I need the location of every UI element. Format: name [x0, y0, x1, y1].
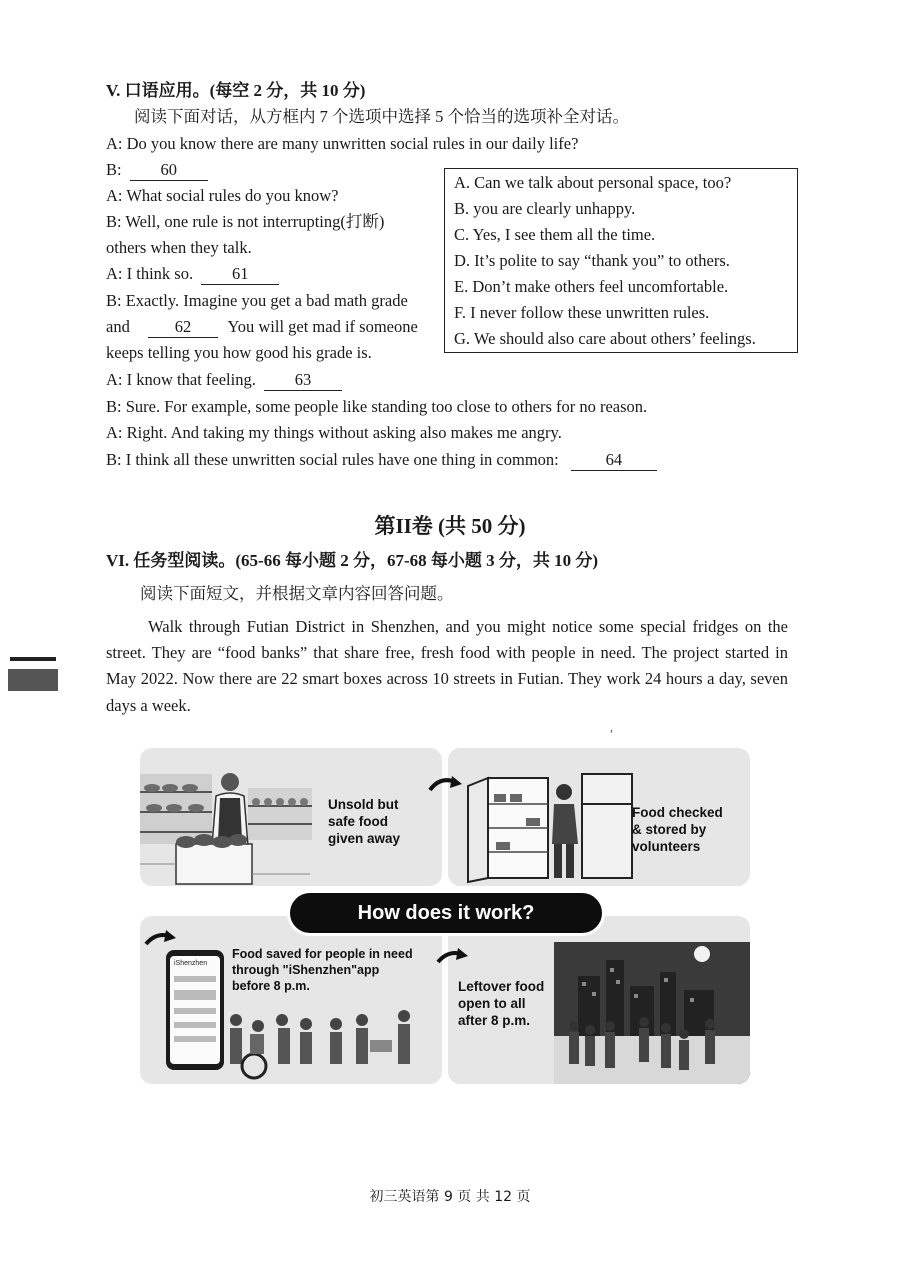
dialogue-line-8 — [106, 314, 418, 340]
dialogue-line-7: B: Exactly. Imagine you get a bad math grade — [106, 291, 408, 310]
stray-mark: , — [610, 720, 613, 734]
section-6-instruction: 阅读下面短文，并根据文章内容回答问题。 — [140, 584, 454, 603]
panel-food-checked — [448, 748, 750, 886]
step-4-text: Leftover food open to all after 8 p.m. — [458, 979, 545, 1028]
option-b: B. you are clearly unhappy. — [454, 199, 636, 218]
dialogue-text: B: I think all these unwritten social rules have one thing in common: — [106, 450, 559, 469]
blank-60[interactable]: 60 — [130, 160, 208, 181]
blank-64[interactable]: 64 — [571, 450, 657, 471]
option-f: F. I never follow these unwritten rules. — [454, 303, 710, 322]
dialogue-line-9: keeps telling you how good his grade is. — [106, 343, 372, 362]
blank-61[interactable]: 61 — [201, 264, 279, 285]
dialogue-line-3: A: What social rules do you know? — [106, 186, 339, 205]
dialogue-line-13 — [106, 447, 657, 473]
how-it-works-title: How does it work? — [287, 890, 605, 936]
step-2-text: Food checked & stored by volunteers — [632, 805, 723, 854]
arrow-icon — [436, 948, 472, 968]
panel-food-saved — [140, 916, 442, 1084]
options-box — [444, 168, 798, 353]
dialogue-text: A: I know that feeling. — [106, 370, 256, 389]
step-1-text: Unsold but safe food given away — [328, 797, 401, 846]
speaker-b: B: — [106, 160, 122, 179]
option-a: A. Can we talk about personal space, too? — [454, 173, 732, 192]
step-3-text: Food saved for people in need through "iShenzhen"app before 8 p.m. — [232, 947, 413, 993]
blank-62[interactable]: 62 — [148, 317, 218, 338]
page-footer: 初三英语第 9 页 共 12 页 — [369, 1189, 531, 1205]
infographic — [140, 748, 750, 1086]
side-binding-mark — [10, 657, 56, 661]
blank-63[interactable]: 63 — [264, 370, 342, 391]
option-e: E. Don’t make others feel uncomfortable. — [454, 277, 729, 296]
section-6-title: VI. 任务型阅读。(65-66 每小题 2 分，67-68 每小题 3 分，共 10 分) — [106, 551, 599, 570]
reading-paragraph: Walk through Futian District in Shenzhen, and you might notice some special fridges on the street. They are “food banks” that share free, fresh food with people in need. The project started in May 2022. Now there are 22 smart boxes across 10 streets in Futian. They work 24 hours a day, seven days a week. — [106, 617, 788, 715]
option-c: C. Yes, I see them all the time. — [454, 225, 656, 244]
option-d: D. It’s polite to say “thank you” to others. — [454, 251, 730, 270]
section-5-title: V. 口语应用。(每空 2 分，共 10 分) — [106, 81, 366, 100]
dialogue-text: and — [106, 317, 130, 336]
dialogue-text: You will get mad if someone — [227, 317, 418, 336]
dialogue-line-2 — [106, 157, 208, 183]
dialogue-line-10 — [106, 367, 342, 393]
app-name-label: iShenzhen — [174, 960, 208, 967]
option-g: G. We should also care about others’ feelings. — [454, 329, 756, 348]
arrow-icon — [144, 930, 180, 950]
dialogue-line-5: others when they talk. — [106, 238, 252, 257]
arrow-icon — [426, 774, 466, 796]
dialogue-line-1: A: Do you know there are many unwritten social rules in our daily life? — [106, 134, 579, 153]
app-queue-illustration — [140, 916, 442, 1084]
section-5-instruction: 阅读下面对话，从方框内 7 个选项中选择 5 个恰当的选项补全对话。 — [134, 107, 629, 126]
side-binding-block — [8, 669, 58, 691]
panel-unsold-food — [140, 748, 442, 886]
dialogue-line-4: B: Well, one rule is not interrupting(打断) — [106, 212, 385, 231]
dialogue-line-11: B: Sure. For example, some people like standing too close to others for no reason. — [106, 397, 648, 416]
panel-leftover-food — [448, 916, 750, 1084]
dialogue-line-12: A: Right. And taking my things without asking also makes me angry. — [106, 423, 562, 442]
part-2-title: 第II卷 (共 50 分) — [374, 514, 526, 538]
dialogue-text: A: I think so. — [106, 264, 194, 283]
dialogue-line-6 — [106, 261, 279, 287]
